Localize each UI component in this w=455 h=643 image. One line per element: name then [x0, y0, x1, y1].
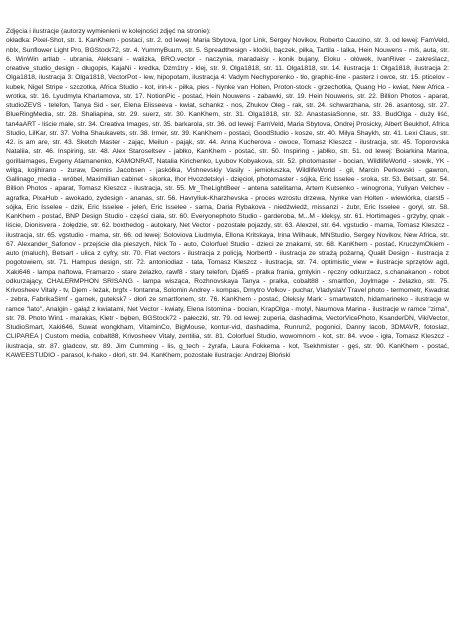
- credits-paragraph: [6, 27, 449, 360]
- credits-heading: Zdjęcia i ilustracje (autorzy wymienieni w kolejności zdjęć na stronie):: [6, 28, 211, 35]
- credits-body: okładka: Pixel-Shot, str. 1. KanKhem - postaci, str. 2. od lewej: Maria Sbytova, Igor Link, Sergey Novikov, Roberto Caucino, str. 3. od lewej: FamVeld, nblx, Sunflower Light Pro, BGStock72, str. 4. YummyBuum, str. 5. Spreadthesign - kloćki, bączek, piłka, Tartila - lalka, Hein Nouwens - miś, auta, str. 6. WinWin artlab - ubrania, Aleksani - walizka, BRO.vector - naczynia, maradaisy - konik bujany, Eloku - ołówek, IvanRiver - zakreślacz, creative_studio_design - długopis, KajaNi - kredka, Dzm1try - klej, str. 9. Olga1818, str. 11. Olga1818, str. 14. ilustracja 1: Olga1818, ilustracja 2: Olga1818, ilustracja 3: Olga1818, VectorPot - lew, hipopotam, ilustracja 4: Vadym Nechyporenko - tło, graphic-line - pasterz i owce, str. 15. pticelov - kubek, Nigel Stripe - szczotka, Africa Studio - kot, irin-k - piłka, pies - Nynke van Holten, Proton-stock - grzechotka, Quang Ho - kwiat, New Africa - wrotka, str. 16. Lyudmyla Kharlamova, str. 17. NotionPic - postać, Hein Nouwens - zabawki, str. 19. Hein Nouwens, str. 22. Billion Photos - aparat, studioZEVS - telefon, Tanya Sid - ser, Elena Elisseeva - kwiat, schankz - nos, Zhukov Oleg - rak, str. 24. schwarzhana, str. 26. asantosg, str. 27. BlueRingMedia, str. 28. Shaliapina, str. 29. suerz, str. 30. KanKhem, str. 31. Olga1818, str. 32. AnastasiaSonne, str. 33. BudOlga - duży liść, tan4aART - liście małe, str. 34. Creativa Images, str. 35. barkarola, str. 36. od lewej: FamVeld, Maria Sbytova, Ondrej Prosicky, Albert Beukhof, Africa Studio, LilKar, str. 37. Volha Shaukavets, str. 38. Irmer, str. 39. KanKhem - postaci, GoodStudio - kosze, str. 40. Milya Shaykh, str. 41. Lexi Claus, str. 42. is am are, str. 43. Sketch Master - zając, Meilun - pająk, str. 44. Anna Kucherova - owoce, Tomasz Kleszcz - ilustracja, str. 45. Toporovska Nataliia, str. 46. Inspiring, str. 48. Alex Staroseltsev - jabłko, KanKhem - postać, str. 50. Inspiring - jabłko, str. 51. od lewej: Boiarkina Marina, gorillaimages, Evgeny Atamanenko, KAMONRAT, Natalia Kirichenko, Lyubov Kobyakova, str. 52. photomaster - bocian, WildlifeWorld - słowik, YK - wilga, kojihirano - żuraw, Dennis Jacobsen - jaskółka, Vishnevskiy Vasily - jemiołuszka, WildlifeWorld - gil, Marcin Perkowski - gawron, Gallinago_media - wróbel, Maximillian cabinet - sikorka, Ihor Hvozdetskyi - dzięcioł, photomaster - sójka, Eric Isselee - sroka, str. 53. Betsart, str. 54. Billion Photos - aparat, Tomasz Kleszcz - ilustracja, str. 55. Mr_TheLightBeer - antena satelitarna, Artem Kutsenko - winogrona, Yuliyan Velchev - agrafka, PixaHub - awokado, zydesign - ananas, str. 56. Havryliuk-Kharzhevska - proces wzrostu drzewa, Nynke van Holten - wiewiórka, clarst5 - sójka, Eric Isselee - dzik, Eric Isselee - jeleń, Eric Isselee - sarna, Daria Rybakova - niedźwiedź, missanzi - żubr, Eric Isselee - goryl, str. 58. KanKhem - postać, BNP Design Studio - części ciała, str. 60. Everyonephoto Studio - garderoba, M...M - klekşy, str. 61. Hortimages - grzyby, qnak - liście, Dionisvera - żołędzie, str. 62. boxthedog - autokary, Net Vector - pozostałe pojazdy, str. 63. Alexzel, str. 64. vgstudio - mama, Tomasz Kleszcz - ilustracja, str. 65. vgstudio - mama, str. 66. od lewej: Soloviova Liudmyla, Ellona Kritskaya, Irina Wilhauk, MNStudio, Sergey Novikov, New Africa, str. 67. Alexander_Safonov - przejście dla pieszych, Nick To - auto, Colorfuel Studio - dzieci ze znakami, str. 68. KanKhem - postać, KruczymOkiem - auto (maluch), Betsart - ulica z cyfry, str. 70. Flat vectors - ilustracja z policją, Norbert9 - ilustracja ze strażą pożarną, Qualit Design - ilustracja z pogotowiem, str. 71. Hampus design, str. 72. antoniodiaz - tata, Tomasz Kleszcz - ilustracja, str. 74. optimistic_view = ilustracje sprzętów agd, Xaki646 - lampa naftowa, Framarzo - stare żelazko, rawf8 - stary telefon, Dja65 - pralka frania, gmlykin - ręczny odkurzacz, s.chanakanon - robot odkurzający, CHALERMPHON SRISANG - lampa wisząca, Rozhnovskaya Tanya - pralka, cobalt88 - smartfon, Joylmage - żelazko, str. 75. Krivosheev Vitaly - tv, Djem - leżak, brgfx - fontanna, Solomin Andrey - kompas, Dmytro Volkov - puchar, VladyslaV Travel photo - termometr, Kwadrat - zebra, FabrikaSimf - garnek, guteksk7 - dłoń ze smartfonem, str. 76. KanKhem - postać, Oleksiy Mark - smartwatch, hidamarineko - ilustracje w ramce "lato", Analgin - gałąź z kwiatami, Net Vector - kwiaty, Elena Istomina - bocian, KrapOlga - motyl, Naumova Marina - ilustracje w ramce "zima", str. 78. Photo Win1 - marakas, Kletr - bęben, BGStock72 - pałeczki, str. 79. od lewej: zuperia, dashadima, VectorVicePhoto, KsanderDN, VikiVector, StudioSmart, Xaki646, Suwat wongkham, VitaminCo, BigMouse, kontur-vid, dashadima, Runrun2, pogonici, Danny lacob, 3DMAVR, fotoslaz, CLIPAREA | Custom media, cobalt88, Krivosheev Vitaly, zentilia, str. 81. Colorfuel Studio, wowomnom - kot, str. 84. vvoe - igła, Tomasz Kleszcz - ilustracja, str. 87. gladcov, str. 89. Jim Cumming - lis, g_tech - żyrafa, Laura Fokkema - kot, Tsekhmister - gęś, str. 90. KanKhem - postać, KAWEESTUDIO - parasol, k-hako - dłoń, str. 94. KanKhem, pozostałe ilustracje: Andrzej Błoński: [6, 37, 449, 359]
